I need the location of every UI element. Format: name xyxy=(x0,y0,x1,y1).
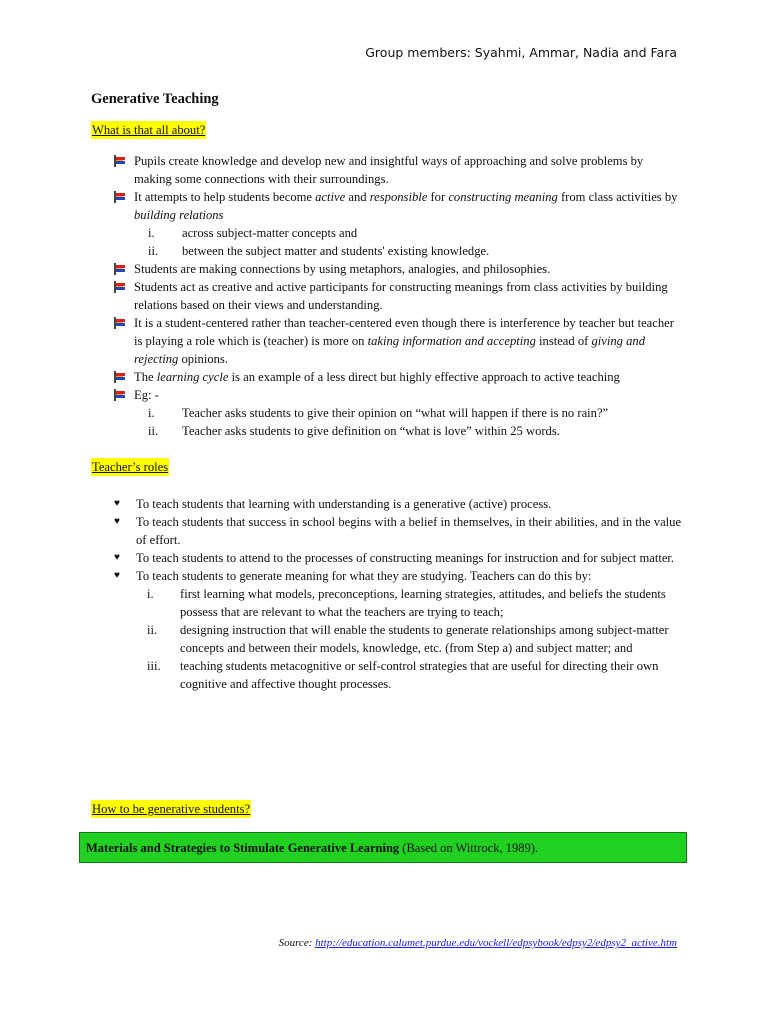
role-subitem xyxy=(112,621,684,657)
role-item xyxy=(112,513,684,549)
role-subitem xyxy=(112,657,684,693)
subitem-text: between the subject matter and students' existing knowledge. xyxy=(182,244,490,258)
heart-bullet-icon: ♥ xyxy=(114,498,120,509)
box-citation: (Based on Wittrock, 1989). xyxy=(399,841,538,855)
numbered-subitem xyxy=(112,404,684,422)
arrow-bullet-icon xyxy=(112,280,126,294)
arrow-bullet-icon xyxy=(112,388,126,402)
bullet-item xyxy=(112,260,684,278)
text-run: opinions. xyxy=(178,352,228,366)
bullet-item xyxy=(112,314,684,368)
numbered-subitem xyxy=(112,224,684,242)
roman-numeral: i. xyxy=(148,226,155,240)
text-run: It is a student-centered rather than teacher-centered even though there is interference by teacher but teacher is playing a role which is (teacher) is more on xyxy=(134,316,674,348)
bullet-item xyxy=(112,188,684,224)
source-link[interactable]: http://education.calumet.purdue.edu/vockell/edpsybook/edpsy2/edpsy2_active.htm xyxy=(315,937,677,949)
role-text: To teach students that learning with understanding is a generative (active) process. xyxy=(136,497,552,511)
group-members-header: Group members: Syahmi, Ammar, Nadia and Fara xyxy=(365,45,677,60)
arrow-bullet-icon xyxy=(112,370,126,384)
text-run: Students act as creative and active participants for constructing meanings from class activities by building relations based on their views and understanding. xyxy=(134,280,668,312)
bullet-text xyxy=(134,370,620,384)
generative-teaching-list xyxy=(112,152,684,440)
text-run: and xyxy=(345,190,370,204)
arrow-bullet-icon xyxy=(112,316,126,330)
bullet-text xyxy=(134,154,643,186)
text-run: It attempts to help students become xyxy=(134,190,316,204)
arrow-bullet-icon xyxy=(112,280,126,294)
role-subitem-text: teaching students metacognitive or self-control strategies that are useful for directing their own cognitive and affective thought processes. xyxy=(180,659,659,691)
role-text: To teach students to generate meaning for what they are studying. Teachers can do this by: xyxy=(136,569,592,583)
arrow-bullet-icon xyxy=(112,154,126,168)
heart-bullet-icon: ♥ xyxy=(114,552,120,563)
heart-bullet-icon: ♥ xyxy=(114,516,120,527)
arrow-bullet-icon xyxy=(112,190,126,204)
source-line xyxy=(279,934,677,952)
role-item xyxy=(112,549,684,567)
roman-numeral: ii. xyxy=(147,623,158,637)
arrow-bullet-icon xyxy=(112,262,126,276)
role-text: To teach students to attend to the processes of constructing meanings for instruction and for subject matter. xyxy=(136,551,675,565)
source-label: Source: xyxy=(278,937,316,949)
arrow-bullet-icon xyxy=(112,154,126,168)
bullet-item xyxy=(112,368,684,386)
role-item xyxy=(112,567,684,585)
text-run: for xyxy=(427,190,449,204)
italic-phrase: active xyxy=(315,190,346,204)
bullet-text xyxy=(134,316,674,366)
role-subitem xyxy=(112,585,684,621)
subitem-text: Teacher asks students to give their opinion on “what will happen if there is no rain?” xyxy=(182,406,609,420)
text-run: Students are making connections by using metaphors, analogies, and philosophies. xyxy=(134,262,551,276)
roman-numeral: ii. xyxy=(148,244,159,258)
arrow-bullet-icon xyxy=(112,316,126,330)
text-run: is an example of a less direct but highly effective approach to active teaching xyxy=(228,370,620,384)
text-run: instead of xyxy=(535,334,592,348)
arrow-bullet-icon xyxy=(112,388,126,402)
text-run: The xyxy=(134,370,157,384)
text-run: Eg: - xyxy=(134,388,159,402)
role-subitem-text: designing instruction that will enable the students to generate relationships among subject-matter concepts and between their models, knowledge, etc. (from Step a) and subject matter; and xyxy=(180,623,669,655)
heart-bullet-icon: ♥ xyxy=(114,570,120,581)
italic-phrase: building relations xyxy=(134,208,224,222)
italic-phrase: learning cycle xyxy=(156,370,229,384)
italic-phrase: giving and rejecting xyxy=(134,334,646,366)
section1-heading: What is that all about? xyxy=(92,123,206,137)
roman-numeral: i. xyxy=(147,587,154,601)
roman-numeral: ii. xyxy=(148,424,159,438)
bullet-item xyxy=(112,152,684,188)
page-title: Generative Teaching xyxy=(91,91,219,107)
role-item xyxy=(112,495,684,513)
italic-phrase: taking information and accepting xyxy=(367,334,536,348)
bullet-text xyxy=(134,388,159,402)
subitem-text: across subject-matter concepts and xyxy=(182,226,358,240)
roman-numeral: i. xyxy=(148,406,155,420)
italic-phrase: responsible xyxy=(369,190,428,204)
section3-heading: How to be generative students? xyxy=(92,802,251,816)
role-subitem-text: first learning what models, preconceptions, learning strategies, attitudes, and beliefs the students possess that are relevant to what the teachers are trying to teach; xyxy=(180,587,666,619)
bullet-text xyxy=(134,280,668,312)
bullet-text xyxy=(134,262,550,276)
numbered-subitem xyxy=(112,422,684,440)
role-text: To teach students that success in school begins with a belief in themselves, in their abilities, and in the value of effort. xyxy=(136,515,682,547)
text-run: from class activities by xyxy=(557,190,678,204)
arrow-bullet-icon xyxy=(112,370,126,384)
teacher-roles-list xyxy=(112,495,684,693)
bullet-item xyxy=(112,278,684,314)
bullet-item xyxy=(112,386,684,404)
generative-learning-box xyxy=(79,832,687,863)
roman-numeral: iii. xyxy=(147,659,161,673)
subitem-text: Teacher asks students to give definition on “what is love” within 25 words. xyxy=(182,424,560,438)
arrow-bullet-icon xyxy=(112,262,126,276)
box-bold-title: Materials and Strategies to Stimulate Generative Learning xyxy=(86,841,400,855)
italic-phrase: constructing meaning xyxy=(448,190,558,204)
text-run: Pupils create knowledge and develop new and insightful ways of approaching and solve problems by making some connections with their surroundings. xyxy=(134,154,644,186)
bullet-text xyxy=(134,190,677,222)
numbered-subitem xyxy=(112,242,684,260)
section2-heading: Teacher’s roles xyxy=(92,460,169,474)
arrow-bullet-icon xyxy=(112,190,126,204)
